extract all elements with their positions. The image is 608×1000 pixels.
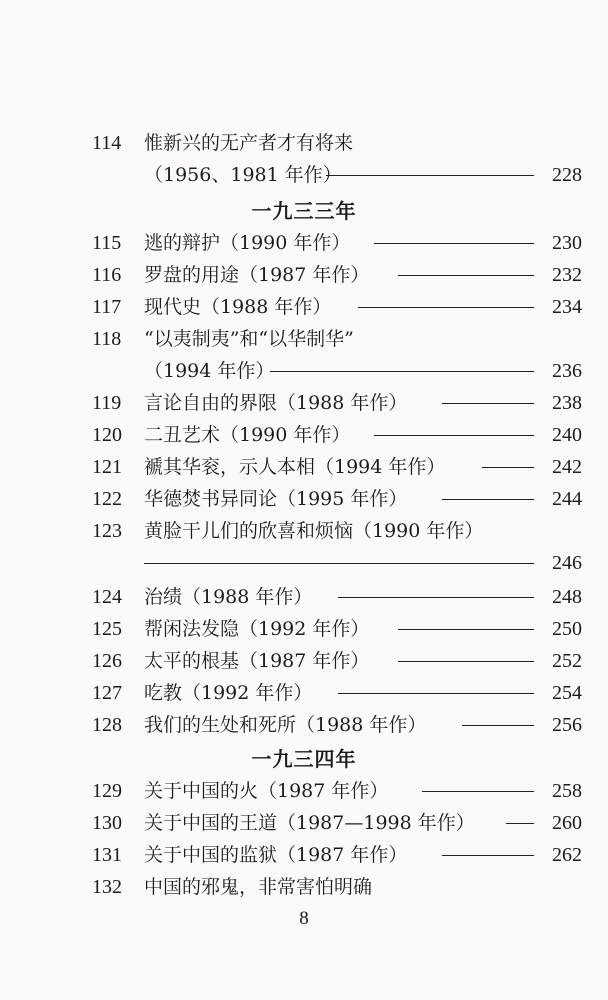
entry-number: 124 (92, 586, 122, 608)
dot-leader (462, 725, 534, 726)
entry-number: 132 (92, 876, 122, 898)
entry-page: 246 (552, 552, 582, 574)
entry-number: 118 (92, 328, 122, 350)
dot-leader (442, 403, 534, 404)
entry-title: 吃教（1992 年作） (144, 682, 313, 704)
entry-title: 关于中国的火（1987 年作） (144, 780, 389, 802)
dot-leader (338, 597, 534, 598)
toc-entry[interactable] (92, 228, 582, 258)
entry-page: 232 (552, 264, 582, 286)
entry-number: 128 (92, 714, 122, 736)
toc-entry-continuation[interactable] (92, 548, 582, 578)
entry-title: 我们的生处和死所（1988 年作） (144, 714, 427, 736)
entry-title: 华德焚书异同论（1995 年作） (144, 488, 408, 510)
dot-leader (326, 175, 534, 176)
dot-leader (482, 467, 534, 468)
toc-entry[interactable] (92, 324, 582, 354)
entry-title: 言论自由的界限（1988 年作） (144, 392, 408, 414)
toc-entry[interactable] (92, 808, 582, 838)
entry-title: 二丑艺术（1990 年作） (144, 424, 351, 446)
entry-page: 230 (552, 232, 582, 254)
dot-leader (338, 693, 534, 694)
entry-number: 114 (92, 132, 122, 154)
toc-entry[interactable] (92, 484, 582, 514)
entry-title: 惟新兴的无产者才有将来 (144, 132, 354, 154)
toc-entry[interactable] (92, 516, 582, 546)
toc-entry[interactable] (92, 840, 582, 870)
entry-title: （1994 年作） (144, 360, 275, 382)
entry-number: 131 (92, 844, 122, 866)
entry-title: 逃的辩护（1990 年作） (144, 232, 351, 254)
entry-page: 248 (552, 586, 582, 608)
entry-number: 115 (92, 232, 122, 254)
entry-page: 256 (552, 714, 582, 736)
toc-entry[interactable] (92, 614, 582, 644)
entry-title: 治绩（1988 年作） (144, 586, 313, 608)
entry-page: 252 (552, 650, 582, 672)
toc-entry-continuation[interactable] (92, 160, 582, 190)
entry-number: 121 (92, 456, 122, 478)
dot-leader (442, 499, 534, 500)
dot-leader (374, 435, 534, 436)
toc-entry[interactable] (92, 260, 582, 290)
entry-page: 228 (552, 164, 582, 186)
entry-number: 127 (92, 682, 122, 704)
entry-title: 罗盘的用途（1987 年作） (144, 264, 370, 286)
entry-title: 褫其华衮，示人本相（1994 年作） (144, 456, 446, 478)
entry-title: 现代史（1988 年作） (144, 296, 332, 318)
entry-number: 125 (92, 618, 122, 640)
dot-leader (398, 275, 534, 276)
toc-entry[interactable] (92, 872, 582, 902)
dot-leader (442, 855, 534, 856)
entry-number: 129 (92, 780, 122, 802)
toc-entry[interactable] (92, 646, 582, 676)
entry-number: 116 (92, 264, 122, 286)
toc-entry[interactable] (92, 420, 582, 450)
toc-entry[interactable] (92, 582, 582, 612)
entry-page: 236 (552, 360, 582, 382)
entry-page: 244 (552, 488, 582, 510)
dot-leader (398, 629, 534, 630)
entry-number: 123 (92, 520, 122, 542)
dot-leader (270, 371, 534, 372)
entry-title: 关于中国的王道（1987—1998 年作） (144, 812, 475, 834)
entry-page: 258 (552, 780, 582, 802)
dot-leader (358, 307, 534, 308)
entry-page: 254 (552, 682, 582, 704)
toc-entry[interactable] (92, 678, 582, 708)
entry-page: 234 (552, 296, 582, 318)
entry-page: 238 (552, 392, 582, 414)
entry-page: 260 (552, 812, 582, 834)
entry-number: 120 (92, 424, 122, 446)
entry-title: “以夷制夷”和“以华制华” (144, 328, 354, 350)
toc-entry[interactable] (92, 388, 582, 418)
entry-number: 122 (92, 488, 122, 510)
entry-title: 关于中国的监狱（1987 年作） (144, 844, 408, 866)
entry-page: 242 (552, 456, 582, 478)
dot-leader (506, 823, 534, 824)
entry-title: （1956、1981 年作） (144, 164, 342, 186)
dot-leader (398, 661, 534, 662)
entry-title: 帮闲法发隐（1992 年作） (144, 618, 370, 640)
toc-entry[interactable] (92, 128, 582, 158)
toc-entry[interactable] (92, 292, 582, 322)
entry-title: 太平的根基（1987 年作） (144, 650, 370, 672)
toc-entry[interactable] (92, 452, 582, 482)
dot-leader (422, 791, 534, 792)
entry-title: 黄脸干儿们的欣喜和烦恼（1990 年作） (144, 520, 484, 542)
toc-entry[interactable] (92, 776, 582, 806)
entry-number: 119 (92, 392, 122, 414)
toc-entry[interactable] (92, 710, 582, 740)
dot-leader (374, 243, 534, 244)
entry-title: 中国的邪鬼，非常害怕明确 (144, 876, 373, 898)
year-heading: 一九三三年 (251, 199, 357, 223)
entry-page: 262 (552, 844, 582, 866)
entry-number: 126 (92, 650, 122, 672)
entry-number: 130 (92, 812, 122, 834)
entry-number: 117 (92, 296, 122, 318)
entry-page: 240 (552, 424, 582, 446)
toc-entry-continuation[interactable] (92, 356, 582, 386)
page-number: 8 (299, 908, 309, 929)
dot-leader (144, 563, 534, 564)
entry-page: 250 (552, 618, 582, 640)
year-heading: 一九三四年 (251, 747, 357, 771)
